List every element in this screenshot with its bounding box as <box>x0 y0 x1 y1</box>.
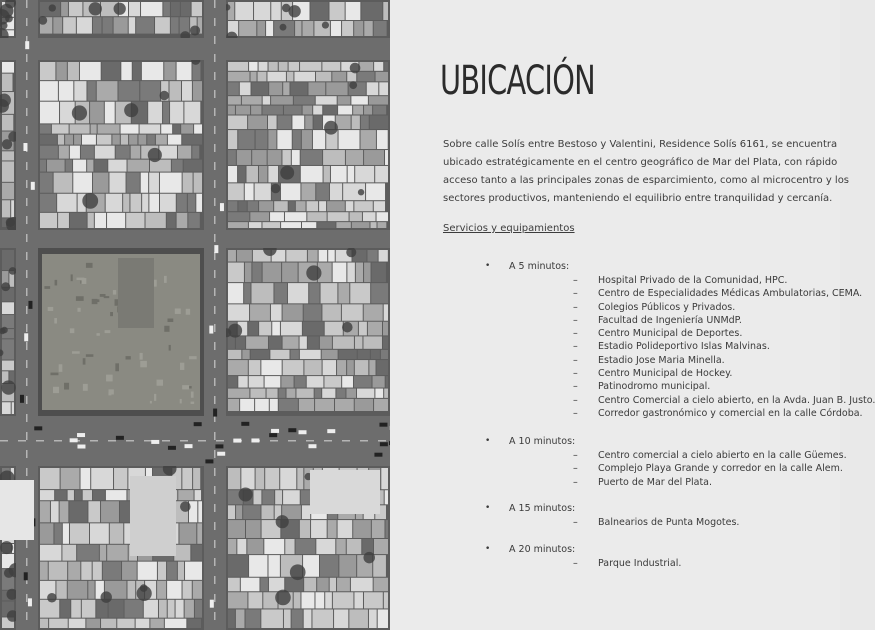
dash-icon: – <box>573 558 578 569</box>
dash-icon: – <box>573 368 578 380</box>
service-name: Parque Industrial. <box>598 558 682 569</box>
distance-label: A 5 minutos: <box>509 261 570 272</box>
dash-icon: – <box>573 381 578 393</box>
list-item <box>485 302 845 315</box>
distance-label: A 10 minutos: <box>509 436 576 447</box>
list-item <box>485 315 845 328</box>
list-item <box>485 288 863 301</box>
list-item <box>485 394 875 408</box>
service-name: Facultad de Ingeniería UNMdP. <box>598 314 742 326</box>
aerial-city-photo <box>0 0 390 630</box>
service-name: Centro Comercial a cielo abierto, en la Avda. Juan B. Justo. <box>598 394 875 406</box>
dash-icon: – <box>573 450 578 461</box>
service-name: Centro Municipal de Deportes. <box>598 328 743 340</box>
list-item <box>485 328 845 341</box>
distance-group-header <box>485 544 845 558</box>
intro-line: acceso tanto a las principales zonas de esparcimiento, como al microcentro y los <box>443 175 850 186</box>
dash-icon: – <box>573 301 578 313</box>
service-name: Puerto de Mar del Plata. <box>598 476 713 488</box>
distance-group-10-min <box>485 436 845 490</box>
distance-group-5-min <box>485 261 875 421</box>
intro-line: Sobre calle Solís entre Bestoso y Valentini, Residence Solís 6161, se encuentra <box>443 139 838 150</box>
distance-group-header <box>485 261 845 275</box>
service-name: Centro de Especialidades Médicas Ambulatorias, CEMA. <box>598 288 863 300</box>
service-name: Hospital Privado de la Comunidad, HPC. <box>598 275 788 286</box>
dash-icon: – <box>573 517 578 528</box>
list-item <box>485 381 845 394</box>
list-item <box>485 275 845 288</box>
bullet-icon: • <box>485 503 491 513</box>
dash-icon: – <box>573 328 578 340</box>
service-name: Colegios Públicos y Privados. <box>598 301 736 313</box>
service-name: Complejo Playa Grande y corredor en la calle Alem. <box>598 463 843 475</box>
dash-icon: – <box>573 275 578 286</box>
bullet-icon: • <box>485 261 491 271</box>
intro-line: sectores productivos, manteniendo el equilibrio entre tranquilidad y cercanía. <box>443 193 833 204</box>
intro-line: ubicado estratégicamente en el centro geográfico de Mar del Plata, con rápido <box>443 157 838 168</box>
distance-group-header <box>485 436 845 450</box>
dash-icon: – <box>573 476 578 488</box>
dash-icon: – <box>573 354 578 366</box>
service-list <box>485 517 845 530</box>
bullet-icon: • <box>485 436 491 446</box>
list-item <box>485 463 845 476</box>
list-item <box>485 558 845 571</box>
distance-group-20-min <box>485 544 845 571</box>
intro-paragraph <box>443 136 853 208</box>
service-name: Estadio Polideportivo Islas Malvinas. <box>598 341 770 353</box>
list-item <box>485 450 845 463</box>
service-name: Balnearios de Punta Mogotes. <box>598 517 740 528</box>
list-item <box>485 368 845 381</box>
list-item <box>485 355 845 368</box>
services-heading: Servicios y equipamientos <box>443 223 575 234</box>
aerial-map-illustration <box>0 0 390 630</box>
dash-icon: – <box>573 314 578 326</box>
service-list <box>485 275 875 421</box>
page-title: UBICACIÓN <box>440 58 595 104</box>
list-item <box>485 407 863 421</box>
service-list <box>485 558 845 571</box>
distance-group-header <box>485 503 845 517</box>
list-item <box>485 477 845 490</box>
dash-icon: – <box>573 463 578 475</box>
dash-icon: – <box>573 288 578 300</box>
distance-label: A 15 minutos: <box>509 503 576 514</box>
service-name: Patinodromo municipal. <box>598 381 711 393</box>
dash-icon: – <box>573 394 578 406</box>
service-name: Corredor gastronómico y comercial en la calle Córdoba. <box>598 407 863 419</box>
service-name: Estadio Jose Maria Minella. <box>598 354 725 366</box>
bullet-icon: • <box>485 544 491 554</box>
dash-icon: – <box>573 341 578 353</box>
service-list <box>485 450 845 490</box>
location-panel <box>390 0 875 630</box>
service-name: Centro Municipal de Hockey. <box>598 368 733 380</box>
dash-icon: – <box>573 407 578 419</box>
distance-label: A 20 minutos: <box>509 544 576 555</box>
list-item <box>485 517 845 530</box>
list-item <box>485 341 845 354</box>
service-name: Centro comercial a cielo abierto en la calle Güemes. <box>598 450 847 461</box>
distance-group-15-min <box>485 503 845 530</box>
